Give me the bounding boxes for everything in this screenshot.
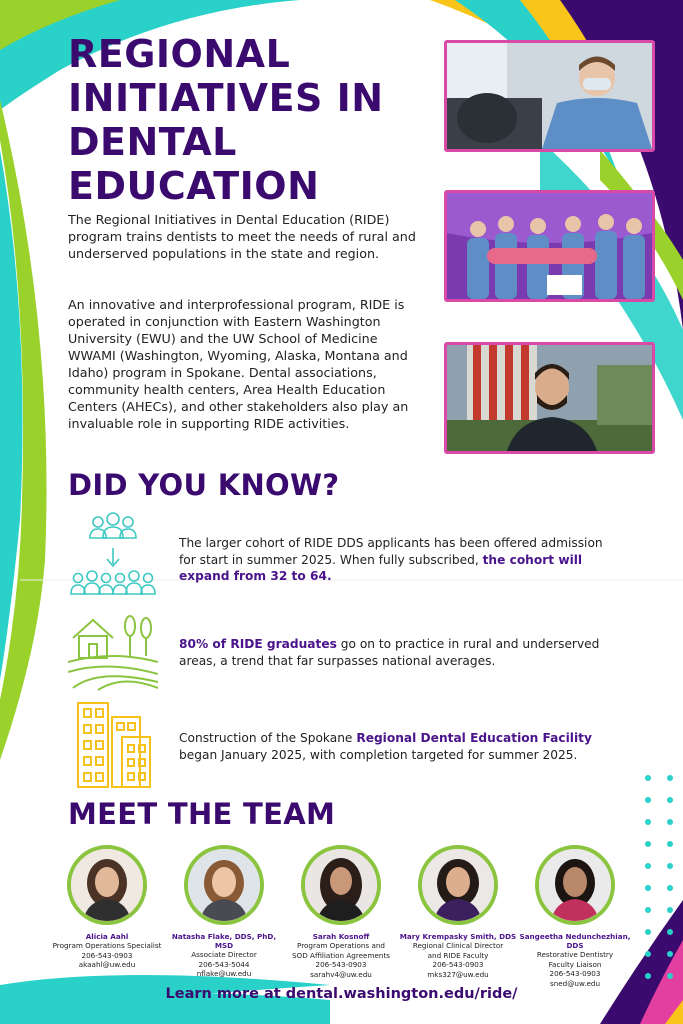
member-detail: Faculty Liaison	[548, 959, 602, 969]
member-phone: 206-543-0903	[81, 950, 133, 960]
team-member-card	[398, 845, 518, 979]
avatar-portrait	[422, 849, 494, 921]
member-phone: 206-543-5044	[198, 959, 250, 969]
avatar	[535, 845, 615, 925]
people-growth-icon	[68, 512, 158, 604]
avatar	[418, 845, 498, 925]
avatar	[67, 845, 147, 925]
meet-the-team-heading: MEET THE TEAM	[68, 797, 336, 831]
member-detail: Program Operations and	[297, 941, 385, 950]
team-member-card	[281, 845, 401, 979]
avatar	[184, 845, 264, 925]
fact-graduates	[179, 636, 619, 669]
member-detail: Restorative Dentistry	[536, 950, 614, 959]
intro-paragraph-2: An innovative and interprofessional program, RIDE is operated in conjunction with Eastern Washington University (EWU) and the UW School of Medicine WWAMI (Washington, Wyoming, Alaska, Montana and Idaho) program in Spokane. Dental associations, community health centers, Area Health Education Centers (AHECs), and other stakeholders also play an invaluable role in supporting RIDE activities.	[68, 297, 409, 431]
member-name: Alicia Aahl	[85, 932, 129, 941]
avatar	[301, 845, 381, 925]
portrait-photo-illustration	[447, 345, 652, 451]
member-email: sned@uw.edu	[549, 978, 601, 988]
fact-cohort-highlight: the cohort will expand from 32 to 64.	[179, 552, 583, 583]
member-name: Sarah Kosnoff	[312, 932, 370, 941]
title-line: DENTAL	[68, 120, 237, 164]
dental-clinic-photo	[444, 40, 655, 152]
member-phone: 206-543-0903	[432, 960, 484, 969]
member-detail: Regional Clinical Director	[412, 941, 504, 950]
team-member-card	[164, 845, 284, 979]
member-email: akaahl@uw.edu	[78, 960, 136, 969]
member-detail: Program Operations Specialist	[52, 941, 162, 950]
portrait-photo	[444, 342, 655, 454]
rural-landscape-icon	[68, 608, 158, 692]
dental-clinic-photo-illustration	[447, 43, 652, 149]
fact-facility-highlight: Regional Dental Education Facility	[356, 731, 592, 745]
page-title	[68, 32, 384, 208]
title-line: REGIONAL	[68, 32, 291, 76]
member-phone: 206-543-0903	[549, 969, 601, 978]
fact-facility-text-a: Construction of the Spokane	[179, 731, 357, 745]
member-name: Natasha Flake, DDS, PhD, MSD	[171, 932, 277, 950]
member-email: sarahv4@uw.edu	[310, 969, 372, 979]
intro-paragraph-1: The Regional Initiatives in Dental Education (RIDE) program trains dentists to meet the needs of rural and underserved populations in the state and region.	[68, 212, 416, 261]
avatar-portrait	[539, 849, 611, 921]
fact-facility	[179, 730, 619, 763]
avatar-portrait	[71, 849, 143, 921]
member-name: Sangeetha Nedunchezhian, DDS	[519, 932, 631, 950]
team-member-card	[515, 845, 635, 988]
team-member-card	[47, 845, 167, 970]
did-you-know-heading: DID YOU KNOW?	[68, 468, 340, 502]
member-email: mks327@uw.edu	[427, 969, 489, 979]
fact-cohort	[179, 535, 619, 585]
member-email: nflake@uw.edu	[196, 969, 252, 978]
building-icon	[72, 701, 154, 789]
fact-graduates-text: go on to practice in rural and underserved areas, a trend that far surpasses national averages.	[179, 637, 600, 668]
fact-graduates-highlight: 80% of RIDE graduates	[179, 637, 337, 651]
member-name: Mary Krempasky Smith, DDS	[399, 932, 517, 941]
fact-facility-text-b: began January 2025, with completion targeted for summer 2025.	[179, 747, 578, 762]
member-detail: SOD Affiliation Agreements	[291, 950, 391, 960]
group-photo	[444, 190, 655, 302]
learn-more-link[interactable]: Learn more at dental.washington.edu/ride/	[165, 986, 518, 1002]
member-detail: Associate Director	[191, 950, 257, 959]
fact-cohort-text: The larger cohort of RIDE DDS applicants has been offered admission for start in summer 2025. When fully subscribed,	[179, 536, 603, 567]
avatar-portrait	[188, 849, 260, 921]
avatar-portrait	[305, 849, 377, 921]
member-phone: 206-543-0903	[315, 960, 367, 969]
title-line: EDUCATION	[68, 164, 320, 208]
title-line: INITIATIVES IN	[68, 76, 384, 120]
member-detail: and RIDE Faculty	[427, 950, 489, 960]
group-photo-illustration	[447, 193, 652, 299]
